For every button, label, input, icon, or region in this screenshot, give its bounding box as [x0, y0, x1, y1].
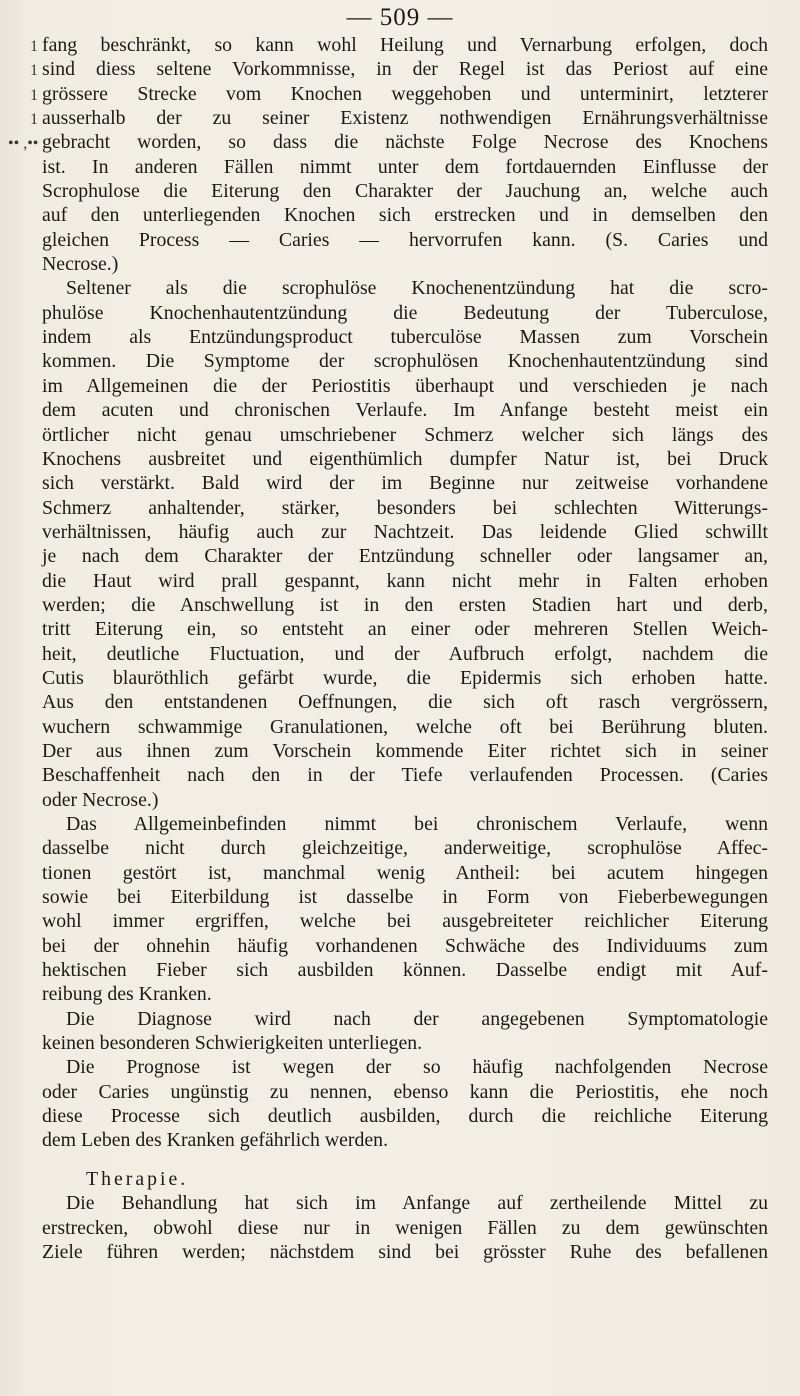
text-line: oder Caries ungünstig zu nennen, ebenso kann die Periostitis, ehe noch [42, 1080, 768, 1103]
text-line: Die Prognose ist wegen der so häufig nachfolgenden Necrose [66, 1056, 768, 1079]
text-line: phulöse Knochenhautentzündung die Bedeutung der Tuberculose, [42, 301, 768, 324]
text-line: wuchern schwammige Granulationen, welche oft bei Berührung bluten. [42, 715, 768, 738]
paragraph-prognose [42, 1055, 768, 1152]
text-line: hektischen Fieber sich ausbilden können. Dasselbe endigt mit Auf- [42, 959, 768, 982]
text-line: Aus den entstandenen Oeffnungen, die sich oft rasch vergrössern, [42, 691, 768, 714]
text-line: grössere Strecke vom Knochen weggehoben und unterminirt, letzterer [42, 82, 768, 105]
page-number: — 509 — [346, 4, 454, 31]
text-line: fang beschränkt, so kann wohl Heilung und Vernarbung erfolgen, doch [42, 34, 768, 56]
text-line: die Haut wird prall gespannt, kann nicht mehr in Falten erhoben [42, 569, 768, 592]
text-line: Schmerz anhaltender, stärker, besonders bei schlechten Witterungs- [42, 496, 768, 519]
text-line: indem als Entzündungsproduct tuberculöse Massen zum Vorschein [42, 326, 768, 349]
text-line: je nach dem Charakter der Entzündung schneller oder langsamer an, [42, 545, 768, 568]
body-text [42, 33, 768, 1264]
text-line: im Allgemeinen die der Periostitis überhaupt und verschieden je nach [42, 374, 768, 397]
text-line: gebracht worden, so dass die nächste Folge Necrose des Knochens [42, 131, 768, 154]
text-line: auf den unterliegenden Knochen sich erstrecken und in demselben den [42, 204, 768, 227]
paragraph [42, 276, 768, 812]
margin-marks [0, 0, 40, 1396]
text-line: ist. In anderen Fällen nimmt unter dem fortdauernden Einflusse der [42, 155, 768, 178]
section-heading-therapie: Therapie. [86, 1167, 189, 1190]
text-line: dem acuten und chronischen Verlaufe. Im Anfange besteht meist ein [42, 399, 768, 422]
text-line: sich verstärkt. Bald wird der im Beginne nur zeitweise vorhandene [42, 472, 768, 495]
text-line: sind diess seltene Vorkommnisse, in der Regel ist das Periost auf eine [42, 58, 768, 81]
text-line: Knochens ausbreitet und eigenthümlich dumpfer Natur ist, bei Druck [42, 447, 768, 470]
text-line: Beschaffenheit nach den in der Tiefe verlaufenden Processen. (Caries [42, 764, 768, 787]
margin-mark: 1 [30, 87, 38, 104]
text-line: Seltener als die scrophulöse Knochenentzündung hat die scro- [66, 277, 768, 300]
text-line: gleichen Process — Caries — hervorrufen kann. (S. Caries und [42, 228, 768, 251]
text-line: Necrose.) [42, 253, 119, 276]
text-line: wohl immer ergriffen, welche bei ausgebreiteter reichlicher Eiterung [42, 910, 768, 933]
text-line: sowie bei Eiterbildung ist dasselbe in Form von Fieberbewegungen [42, 886, 768, 909]
text-line: verhältnissen, häufig auch zur Nachtzeit. Das leidende Glied schwillt [42, 520, 768, 543]
text-line: Cutis blauröthlich gefärbt wurde, die Epidermis sich erhoben hatte. [42, 666, 768, 689]
margin-mark: 1 [30, 111, 38, 128]
text-line: örtlicher nicht genau umschriebener Schmerz welcher sich längs des [42, 423, 768, 446]
text-line: kommen. Die Symptome der scrophulösen Knochenhautentzündung sind [42, 350, 768, 373]
text-line: Der aus ihnen zum Vorschein kommende Eiter richtet sich in seiner [42, 739, 768, 762]
text-line: heit, deutliche Fluctuation, und der Aufbruch erfolgt, nachdem die [42, 642, 768, 665]
text-line: Das Allgemeinbefinden nimmt bei chronischem Verlaufe, wenn [66, 813, 768, 835]
text-line: ausserhalb der zu seiner Existenz nothwendigen Ernährungsverhältnisse [42, 107, 768, 130]
text-line: Die Behandlung hat sich im Anfange auf zertheilende Mittel zu [66, 1192, 768, 1215]
text-line: keinen besonderen Schwierigkeiten unterliegen. [42, 1032, 423, 1055]
text-line: werden; die Anschwellung ist in den ersten Stadien hart und derb, [42, 593, 768, 616]
text-line: diese Processe sich deutlich ausbilden, durch die reichliche Eiterung [42, 1105, 768, 1128]
text-line: tionen gestört ist, manchmal wenig Antheil: bei acutem hingegen [42, 861, 768, 884]
paragraph [42, 33, 768, 276]
paragraph [42, 812, 768, 1007]
text-line: reibung des Kranken. [42, 983, 212, 1006]
text-line: Ziele führen werden; nächstdem sind bei grösster Ruhe des befallenen [42, 1240, 768, 1263]
margin-mark: •• ,•• [8, 135, 39, 152]
text-line: Scrophulose die Eiterung den Charakter der Jauchung an, welche auch [42, 180, 768, 203]
text-line: dem Leben des Kranken gefährlich werden. [42, 1129, 389, 1152]
margin-mark: 1 [30, 38, 38, 55]
text-line: Die Diagnose wird nach der angegebenen Symptomatologie [66, 1007, 768, 1030]
paragraph-therapie [42, 1191, 768, 1264]
paragraph-diagnose [42, 1007, 768, 1056]
margin-mark: 1 [30, 62, 38, 79]
text-line: oder Necrose.) [42, 788, 159, 811]
text-line: erstrecken, obwohl diese nur in wenigen Fällen zu dem gewünschten [42, 1216, 768, 1239]
text-line: tritt Eiterung ein, so entsteht an einer oder mehreren Stellen Weich- [42, 618, 768, 641]
text-line: dasselbe nicht durch gleichzeitige, anderweitige, scrophulöse Affec- [42, 837, 768, 860]
section-gap [42, 1153, 768, 1167]
text-line: bei der ohnehin häufig vorhandenen Schwäche des Individuums zum [42, 934, 768, 957]
